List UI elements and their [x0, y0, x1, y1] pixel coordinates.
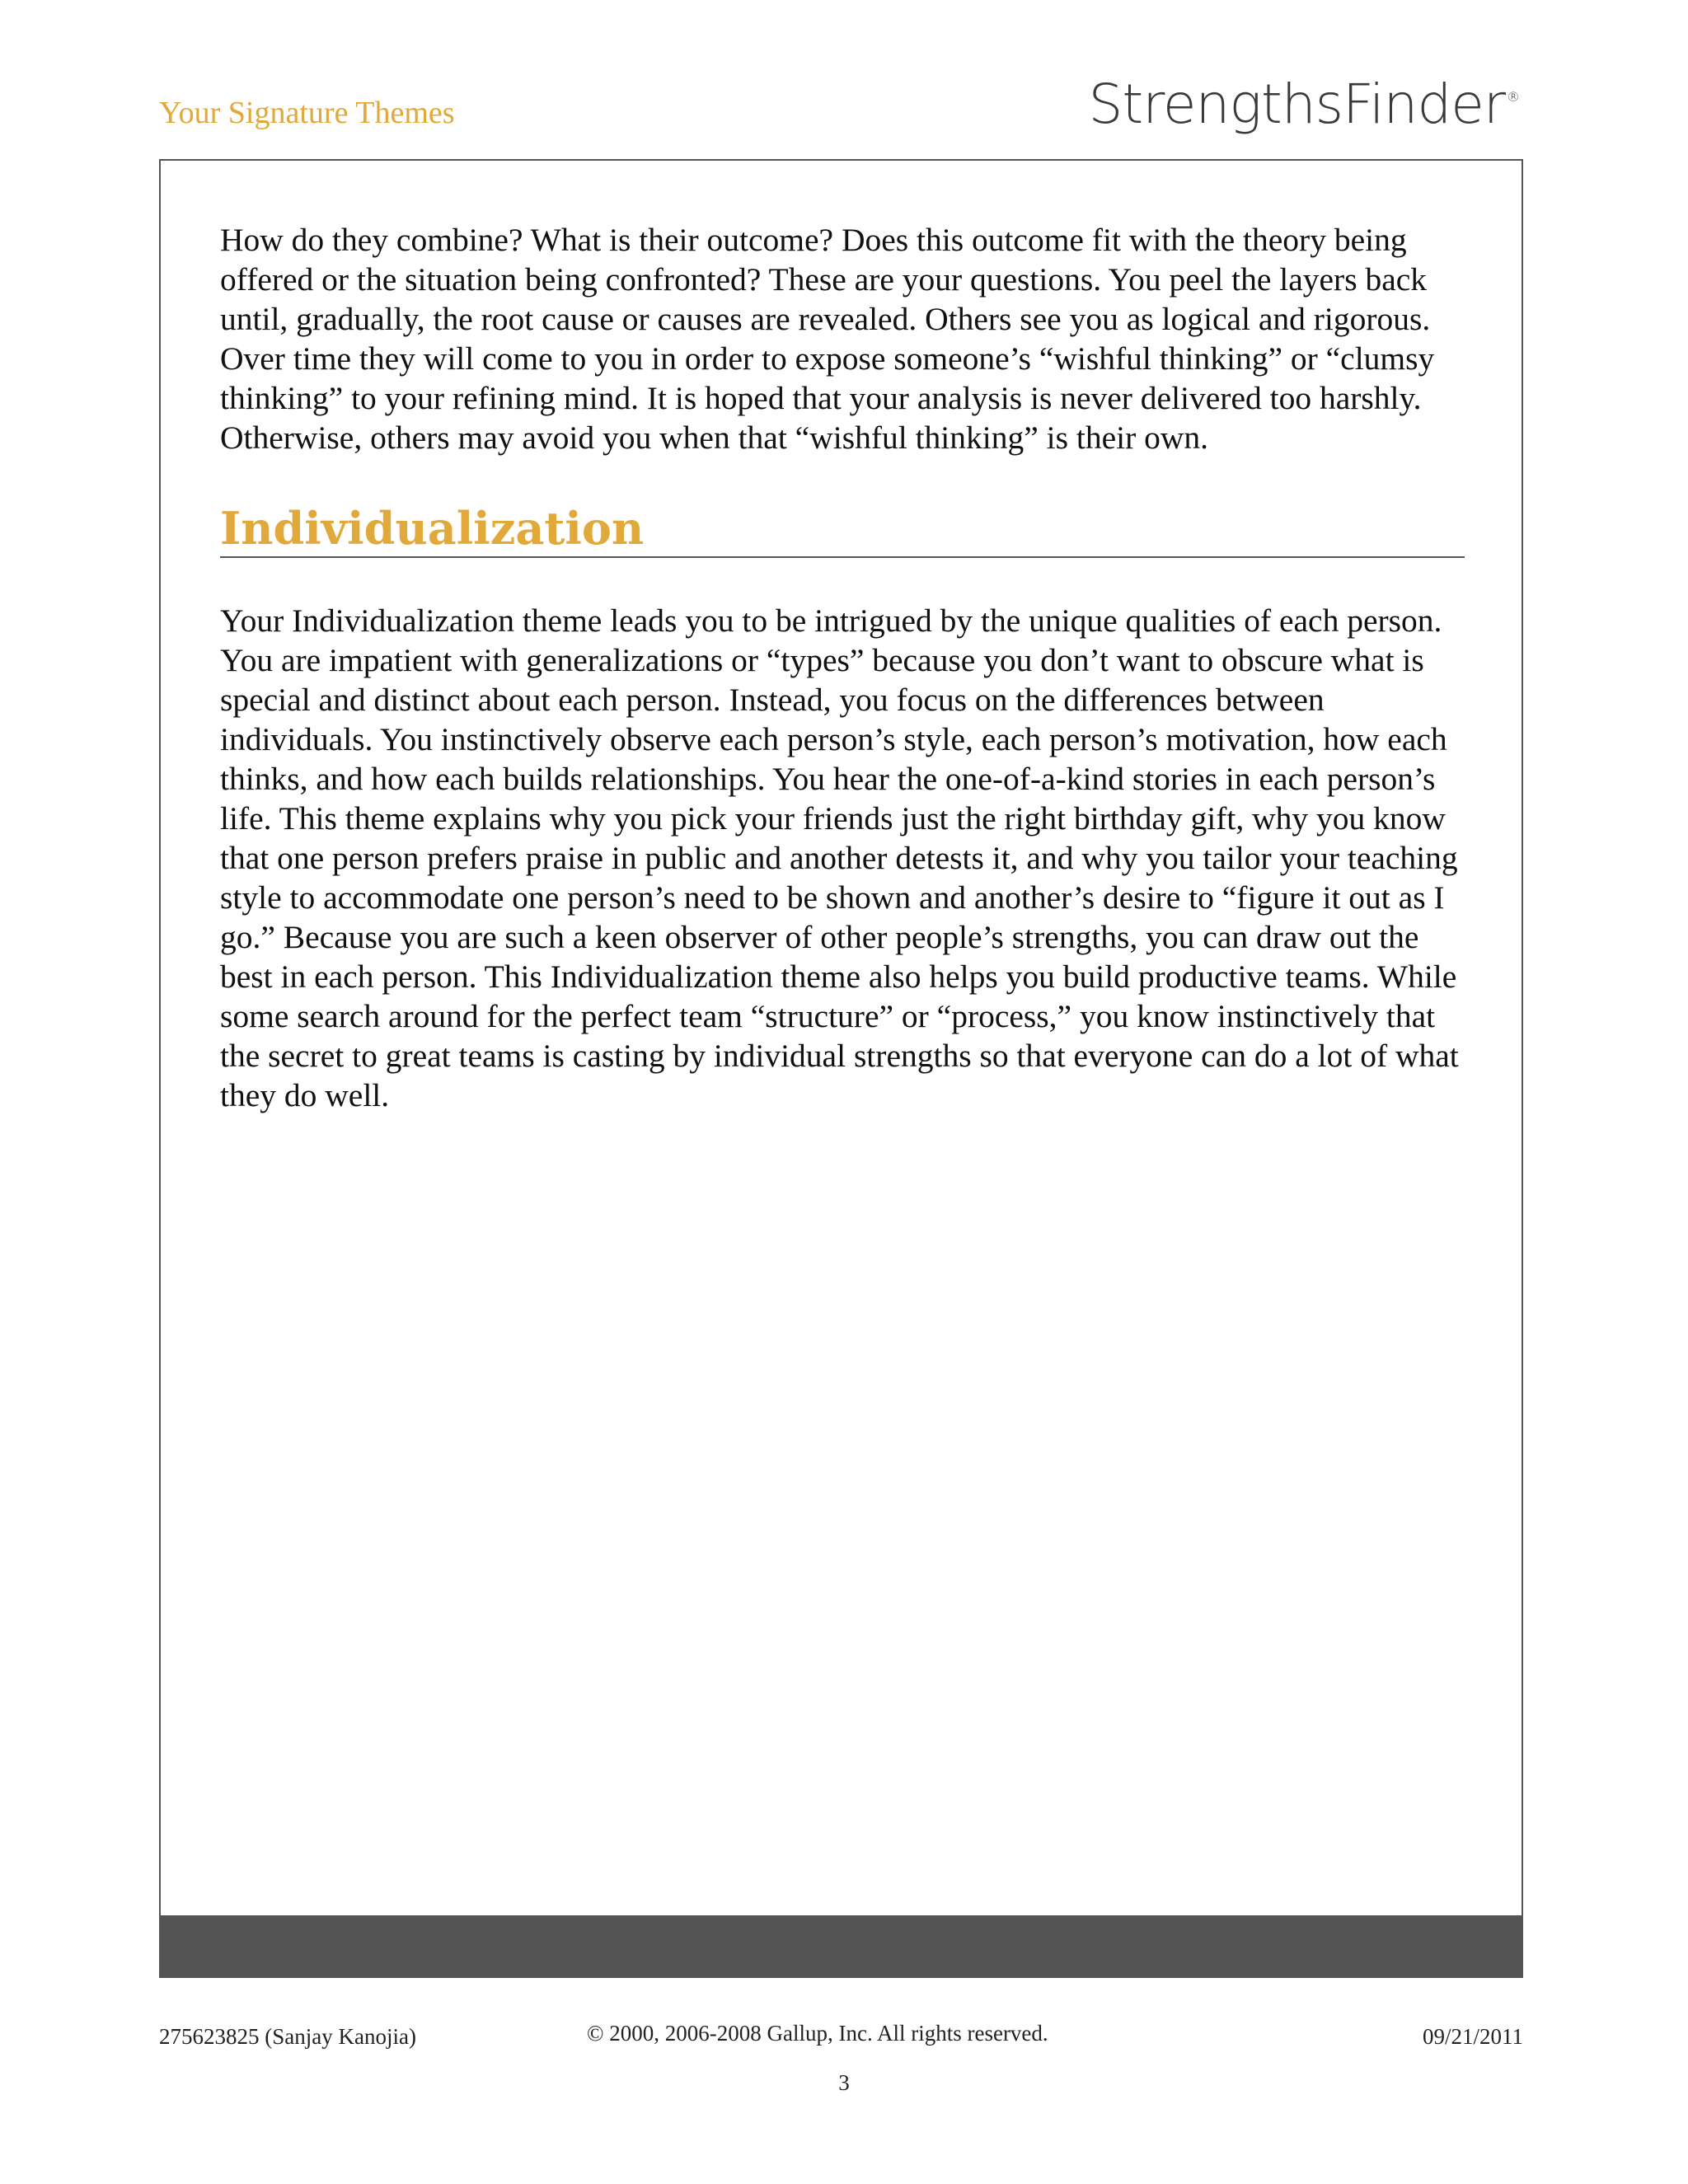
brand-logo	[1088, 73, 1519, 136]
section-title: Your Signature Themes	[159, 96, 455, 130]
brand-name: StrengthsFinder	[1088, 73, 1505, 136]
continued-paragraph: How do they combine? What is their outcome? Does this outcome fit with the theory being offered or the situation being confronted? These are your questions. You peel the layers back until, gradually, the root cause or causes are revealed. Others see you as logical and rigorous. Over time they will come to you in order to expose someone’s “wishful thinking” or “clumsy thinking” to your refining mind. It is hoped that your analysis is never delivered too harshly. Otherwise, others may avoid you when that “wishful thinking” is their own.	[220, 222, 1435, 456]
footer-date: 09/21/2011	[1422, 2024, 1523, 2049]
footer-user-id: 275623825 (Sanjay Kanojia)	[159, 2024, 416, 2049]
content-frame	[159, 159, 1523, 1978]
registered-mark: ®	[1507, 89, 1519, 105]
page-content	[220, 220, 1465, 1115]
theme-heading: Individualization	[220, 457, 1465, 558]
theme-description: Your Individualization theme leads you to be intrigued by the unique qualities of each person. You are impatient with generalizations or “types” because you don’t want to obscure what is special and distinct about each person. Instead, you focus on the differences between individuals. You instinctively observe each person’s style, each person’s motivation, how each thinks, and how each builds relationships. You hear the one-of-a-kind stories in each person’s life. This theme explains why you pick your friends just the right birthday gift, why you know that one person prefers praise in public and another detests it, and why you tailor your teaching style to accommodate one person’s need to be shown and another’s desire to “figure it out as I go.” Because you are such a keen observer of other people’s strengths, you can draw out the best in each person. This Individualization theme also helps you build productive teams. While some search around for the perfect team “structure” or “process,” you know instinctively that the secret to great teams is casting by individual strengths so that everyone can do a lot of what they do well.	[220, 602, 1459, 1113]
page-number: 3	[838, 2070, 850, 2095]
frame-footer-bar	[161, 1915, 1522, 1976]
footer-copyright: © 2000, 2006-2008 Gallup, Inc. All rights reserved.	[587, 2021, 1048, 2046]
